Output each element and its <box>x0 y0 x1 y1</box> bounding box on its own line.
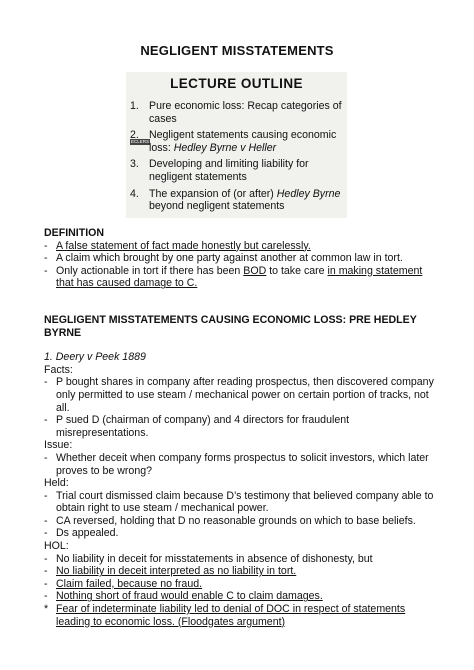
note-item: * Fear of indeterminate liability led to denial of DOC in respect of statements leading to economic loss. (Floodgates argument) <box>44 603 406 628</box>
outline-item <box>130 100 342 125</box>
outline-item-number: 4. <box>130 187 139 200</box>
section-heading: NEGLIGENT MISSTATEMENTS CAUSING ECONOMIC LOSS: PRE HEDLEY BYRNE <box>44 313 417 339</box>
issue-label: Issue: <box>44 439 73 452</box>
definition-heading: DEFINITION <box>44 227 105 239</box>
held-item: - Ds appealed. <box>44 527 119 540</box>
hol-item: - No liability in deceit for misstatements in absence of dishonesty, but <box>44 552 373 565</box>
held-item: - Trial court dismissed claim because D’s testimony that believed company able to obtain right to use steam / mechanical power. <box>44 489 434 515</box>
facts-item: - P sued D (chairman of company) and 4 directors for fraudulent misrepresentations. <box>44 414 350 439</box>
outline-item-number: 2. <box>130 129 139 142</box>
outline-heading: LECTURE OUTLINE <box>170 76 303 91</box>
outline-item-text: Negligent statements causing economic loss: Hedley Byrne v Heller <box>149 129 337 154</box>
definition-item: - A claim which brought by one party against another at common law in tort. <box>44 252 403 265</box>
hol-item: - Nothing short of fraud would enable C to claim damages. <box>44 590 323 603</box>
held-label: Held: <box>44 477 69 490</box>
issue-item: - Whether deceit when company forms prospectus to solicit investors, which later proves to be wrong? <box>44 451 429 477</box>
outline-item <box>130 129 342 154</box>
outline-item-number: 1. <box>130 100 139 112</box>
outline-item-text: The expansion of (or after) Hedley Byrne beyond negligent statements <box>149 187 341 213</box>
lecture-outline-box <box>126 72 347 218</box>
outline-list <box>130 100 342 217</box>
definition-item: - Only actionable in tort if there has been BOD to take care in making statement that has caused damage to C. <box>44 264 423 290</box>
case-name: Hedley Byrne v Heller <box>173 141 277 154</box>
outline-item-text: Pure economic loss: Recap categories of cases <box>149 100 342 125</box>
case-title: 1. Deery v Peek 1889 <box>44 351 146 364</box>
held-item: - CA reversed, holding that D no reasonable grounds on which to base beliefs. <box>44 514 416 527</box>
facts-item: - P bought shares in company after reading prospectus, then discovered company only permitted to use steam / mechanical power on certain portion of tracks, not all. <box>44 376 434 414</box>
hol-item: - No liability in deceit interpreted as no liability in tort. <box>44 565 297 578</box>
definition-item: - A false statement of fact made honestly but carelessly. <box>44 239 311 252</box>
hol-item: - Claim failed, because no fraud. <box>44 577 203 590</box>
case-name: Hedley Byrne <box>276 187 341 200</box>
notes-content <box>44 227 434 628</box>
outline-item-number: 3. <box>130 158 139 171</box>
outline-item <box>130 158 342 183</box>
page-title: NEGLIGENT MISSTATEMENTS <box>140 43 334 58</box>
outline-item <box>130 188 342 213</box>
hol-label: HOL: <box>44 540 69 553</box>
outline-item-text: Developing and limiting liability for negligent statements <box>149 158 309 183</box>
facts-label: Facts: <box>44 363 73 376</box>
outline-tag: ECLERS <box>131 139 150 144</box>
